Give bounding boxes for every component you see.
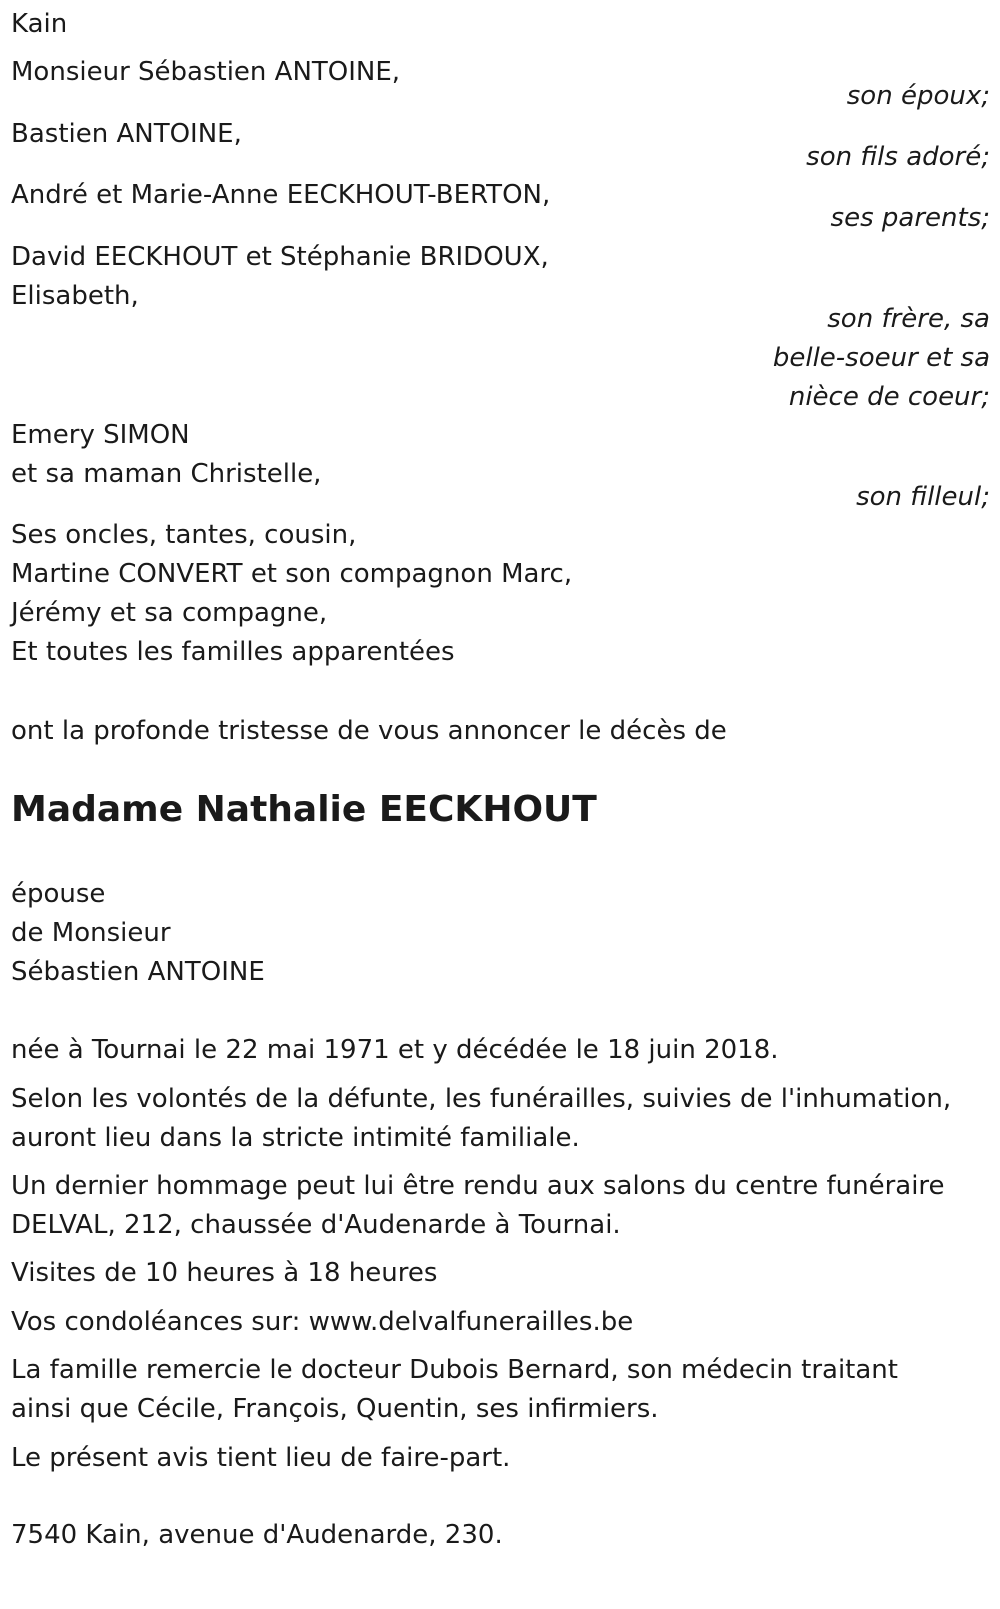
others-line-2: Martine CONVERT et son compagnon Marc, — [11, 559, 573, 589]
others-line-3: Jérémy et sa compagne, — [11, 598, 328, 628]
siblings-relation-line-1: son frère, sa — [827, 304, 990, 334]
funeral-line-2: auront lieu dans la stricte intimité familiale. — [11, 1123, 580, 1153]
tribute-line-2: DELVAL, 212, chaussée d'Audenarde à Tournai. — [11, 1210, 621, 1240]
siblings-line-1: David EECKHOUT et Stéphanie BRIDOUX, — [11, 242, 549, 272]
siblings-line-2: Elisabeth, — [11, 281, 139, 311]
others-line-1: Ses oncles, tantes, cousin, — [11, 520, 357, 550]
location: Kain — [11, 9, 68, 39]
parents-relation: ses parents; — [830, 203, 990, 233]
thanks-line-2: ainsi que Cécile, François, Quentin, ses infirmiers. — [11, 1394, 659, 1424]
godson-line-1: Emery SIMON — [11, 420, 190, 450]
funeral-line-1: Selon les volontés de la défunte, les funérailles, suivies de l'inhumation, — [11, 1084, 952, 1114]
son-name: Bastien ANTOINE, — [11, 119, 242, 149]
spouse-info-line-2: de Monsieur — [11, 918, 171, 948]
notice: Le présent avis tient lieu de faire-part. — [11, 1443, 511, 1473]
godson-line-2: et sa maman Christelle, — [11, 459, 322, 489]
spouse-info-line-1: épouse — [11, 879, 106, 909]
birth-death: née à Tournai le 22 mai 1971 et y décédée le 18 juin 2018. — [11, 1035, 779, 1065]
spouse-info-line-3: Sébastien ANTOINE — [11, 957, 265, 987]
condolences: Vos condoléances sur: www.delvalfunerailles.be — [11, 1307, 634, 1337]
spouse-relation: son époux; — [846, 81, 990, 111]
son-relation: son fils adoré; — [806, 142, 990, 172]
parents-name: André et Marie-Anne EECKHOUT-BERTON, — [11, 180, 551, 210]
tribute-line-1: Un dernier hommage peut lui être rendu aux salons du centre funéraire — [11, 1171, 945, 1201]
visits: Visites de 10 heures à 18 heures — [11, 1258, 438, 1288]
siblings-relation-line-2: belle-soeur et sa — [772, 343, 990, 373]
deceased-name: Madame Nathalie EECKHOUT — [11, 789, 597, 830]
announcement: ont la profonde tristesse de vous annoncer le décès de — [11, 716, 727, 746]
siblings-relation-line-3: nièce de coeur; — [788, 382, 990, 412]
spouse-name: Monsieur Sébastien ANTOINE, — [11, 57, 401, 87]
godson-relation: son filleul; — [856, 482, 990, 512]
thanks-line-1: La famille remercie le docteur Dubois Bernard, son médecin traitant — [11, 1355, 898, 1385]
others-line-4: Et toutes les familles apparentées — [11, 637, 455, 667]
address: 7540 Kain, avenue d'Audenarde, 230. — [11, 1520, 503, 1550]
